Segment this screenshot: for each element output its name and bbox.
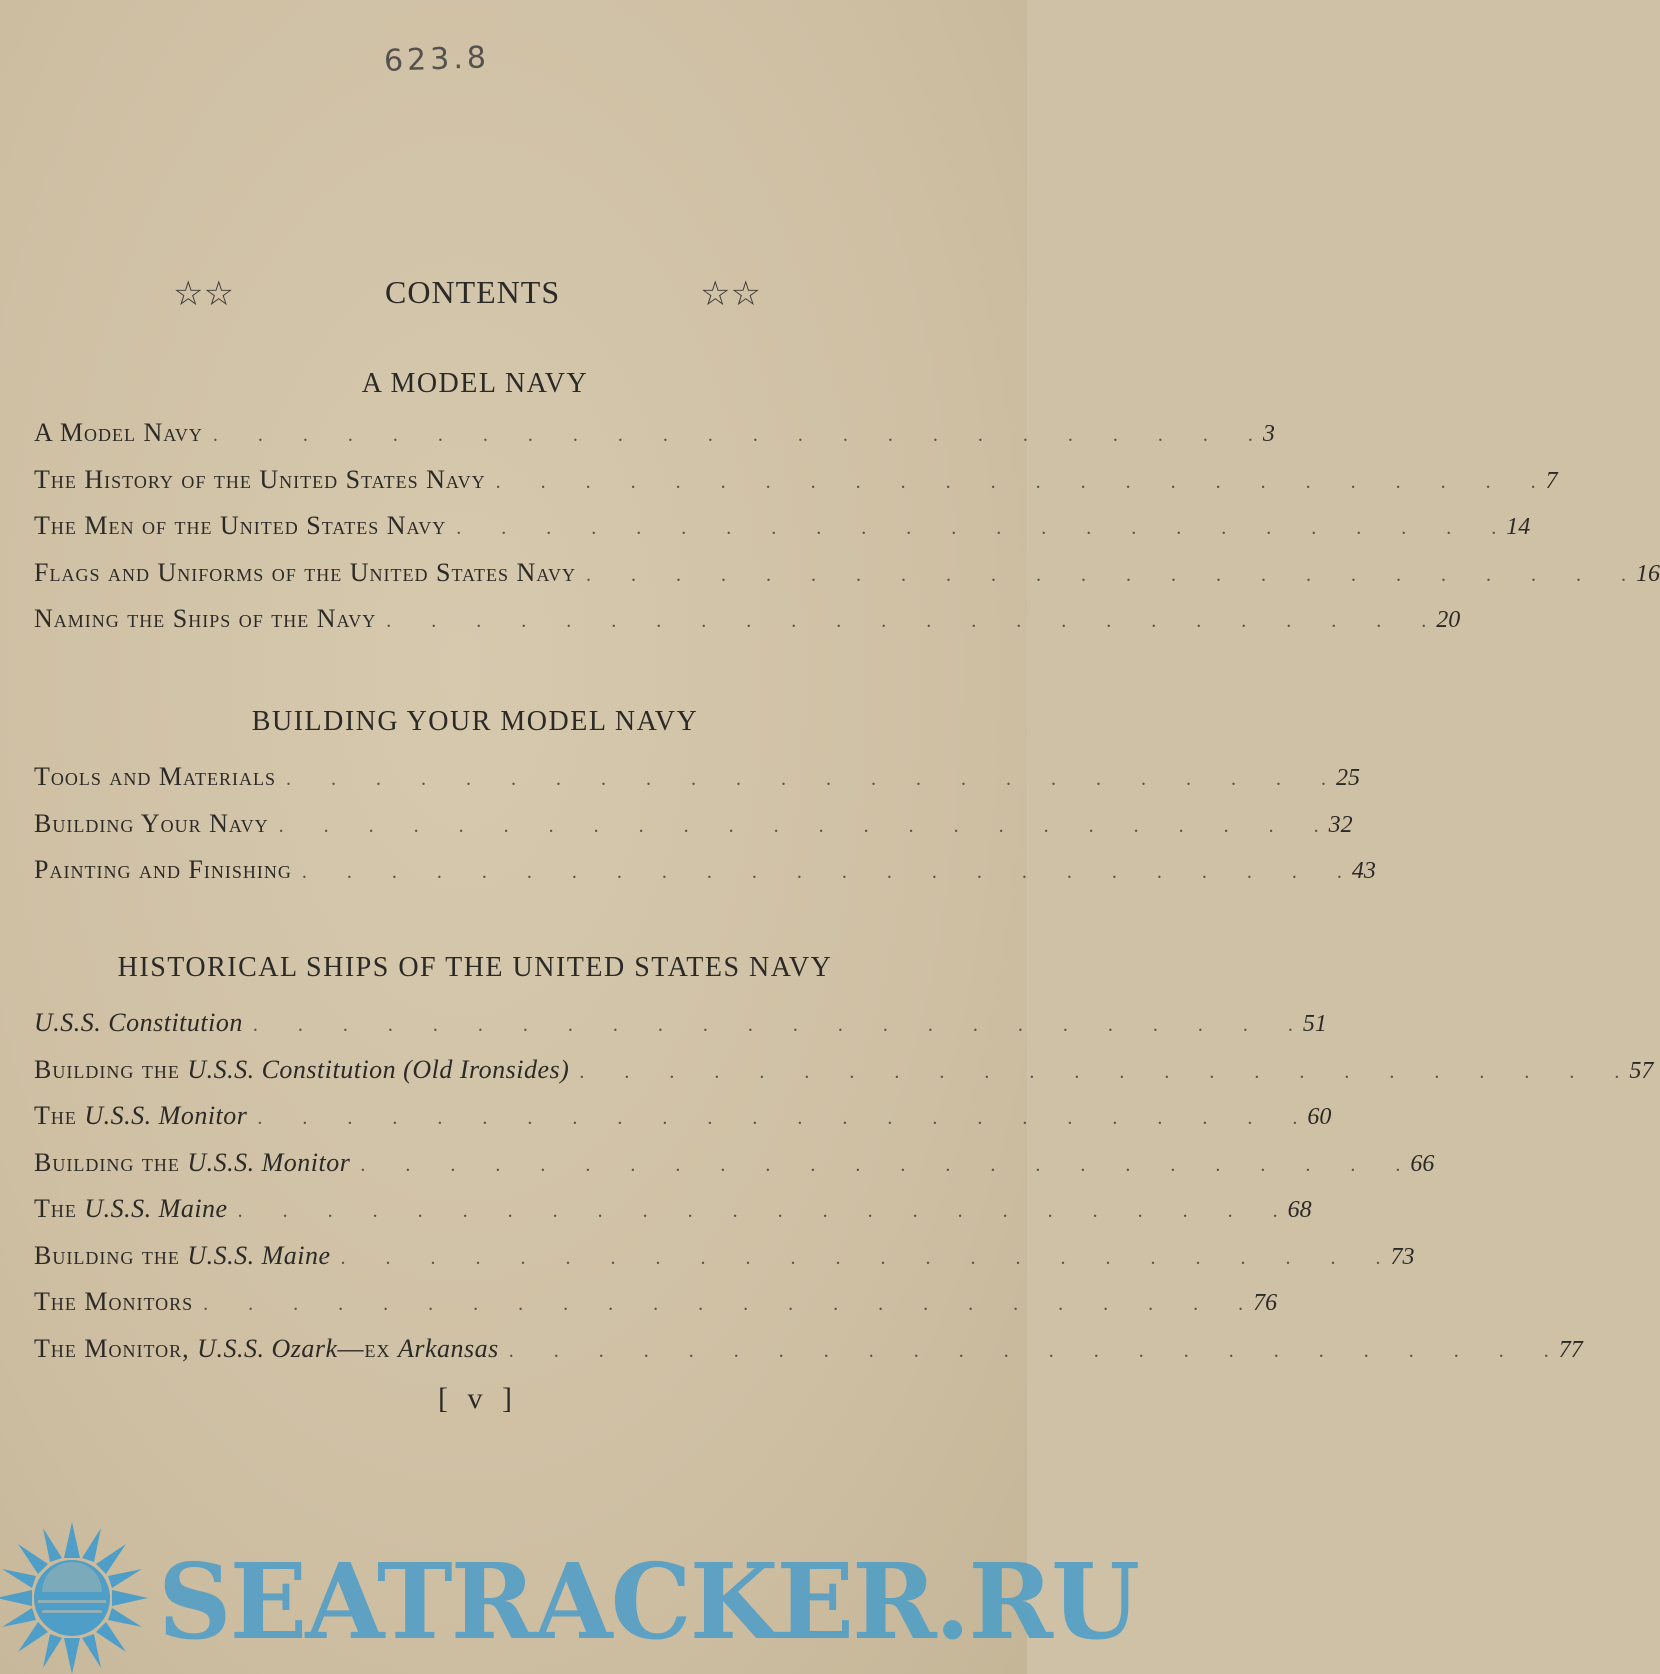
- toc-entry-title: Flags and Uniforms of the United States Navy: [34, 557, 576, 587]
- toc-entry-page: 7: [1545, 467, 1558, 494]
- section-title-building: BUILDING YOUR MODEL NAVY: [251, 706, 699, 737]
- dot-leader: [302, 861, 1342, 884]
- toc-entry[interactable]: [34, 1333, 1583, 1381]
- dot-leader: [279, 815, 1319, 838]
- toc-entry-page: 57: [1629, 1057, 1654, 1084]
- section-title-model-navy: A MODEL NAVY: [361, 368, 589, 399]
- call-number: 623.8: [383, 40, 491, 79]
- dot-leader: [509, 1340, 1549, 1363]
- section-title-historical: HISTORICAL SHIPS OF THE UNITED STATES NAVY: [117, 952, 833, 983]
- dot-leader: [213, 424, 1253, 447]
- toc-entry-page: 60: [1307, 1104, 1332, 1130]
- toc-entry-title: Building the U.S.S. Monitor: [34, 1147, 351, 1177]
- toc-entry[interactable]: [34, 1101, 1332, 1148]
- toc-entry-title: The Monitor, U.S.S. Ozark—ex Arkansas: [34, 1333, 499, 1363]
- toc-entry-page: 66: [1410, 1150, 1435, 1177]
- toc-entry[interactable]: [34, 1287, 1278, 1334]
- toc-entry-title: The Monitors: [34, 1287, 194, 1316]
- toc-entry-page: 25: [1336, 765, 1360, 791]
- sun-icon: [0, 1522, 148, 1674]
- star-ornament-left: ☆☆: [173, 276, 234, 313]
- toc-entry-page: 3: [1262, 421, 1275, 447]
- dot-leader: [360, 1154, 1400, 1177]
- toc-entry-page: 20: [1436, 607, 1461, 633]
- dot-leader: [386, 610, 1426, 633]
- toc-entry-title: Building the U.S.S. Constitution (Old Ironsides): [34, 1054, 570, 1084]
- dot-leader: [286, 768, 1326, 791]
- toc-entry[interactable]: [34, 1147, 1435, 1195]
- toc-entry[interactable]: [34, 808, 1353, 856]
- dot-leader: [496, 471, 1536, 494]
- toc-entry-title: Naming the Ships of the Navy: [34, 604, 377, 633]
- toc-entry[interactable]: [34, 855, 1376, 902]
- toc-entry[interactable]: [34, 557, 1660, 605]
- toc-entry-page: 77: [1558, 1336, 1583, 1363]
- toc-entry[interactable]: [34, 1194, 1312, 1241]
- toc-entry[interactable]: [34, 464, 1558, 512]
- toc-entry[interactable]: [34, 604, 1461, 651]
- dot-leader: [253, 1014, 1293, 1037]
- page-folio: [ v ]: [438, 1382, 518, 1415]
- dot-leader: [257, 1107, 1297, 1130]
- star-ornament-right: ☆☆: [700, 276, 761, 313]
- toc-entry-title: A Model Navy: [34, 418, 203, 447]
- dot-leader: [586, 564, 1626, 587]
- toc-entry-page: 43: [1351, 858, 1376, 884]
- toc-entry[interactable]: [34, 1054, 1654, 1102]
- toc-entry[interactable]: [34, 762, 1360, 809]
- toc-entry-title: Building Your Navy: [34, 808, 269, 838]
- toc-entry-title: The History of the United States Navy: [34, 464, 486, 494]
- toc-entry-title: The U.S.S. Monitor: [34, 1101, 248, 1130]
- toc-entry-title: Building the U.S.S. Maine: [34, 1240, 331, 1270]
- toc-entry-page: 51: [1302, 1011, 1327, 1037]
- page-title: CONTENTS: [385, 274, 561, 310]
- toc-entry-page: 73: [1390, 1243, 1415, 1270]
- dot-leader: [456, 517, 1496, 540]
- toc-entry[interactable]: [34, 1008, 1327, 1055]
- toc-entry-title: The Men of the United States Navy: [34, 511, 447, 540]
- section-entries-historical: [34, 1008, 1654, 1380]
- section-entries-building: [34, 762, 1376, 902]
- toc-entry-title: Tools and Materials: [34, 762, 276, 791]
- toc-entry-page: 68: [1287, 1197, 1312, 1223]
- dot-leader: [341, 1247, 1381, 1270]
- toc-entry-title: Painting and Finishing: [34, 855, 292, 884]
- toc-entry-page: 16: [1636, 560, 1660, 587]
- toc-entry[interactable]: [34, 511, 1531, 558]
- toc-entry-page: 14: [1506, 514, 1531, 540]
- toc-entry-title: U.S.S. Constitution: [34, 1008, 243, 1037]
- watermark-text: SEATRACKER.RU: [158, 1540, 1139, 1663]
- toc-entry-page: 32: [1328, 811, 1353, 838]
- dot-leader: [203, 1293, 1243, 1316]
- section-entries-model-navy: [34, 418, 1660, 651]
- toc-entry-page: 76: [1253, 1290, 1278, 1316]
- toc-entry[interactable]: [34, 1240, 1415, 1288]
- dot-leader: [579, 1061, 1619, 1084]
- toc-entry-title: The U.S.S. Maine: [34, 1194, 228, 1223]
- dot-leader: [238, 1200, 1278, 1223]
- toc-entry[interactable]: [34, 418, 1275, 465]
